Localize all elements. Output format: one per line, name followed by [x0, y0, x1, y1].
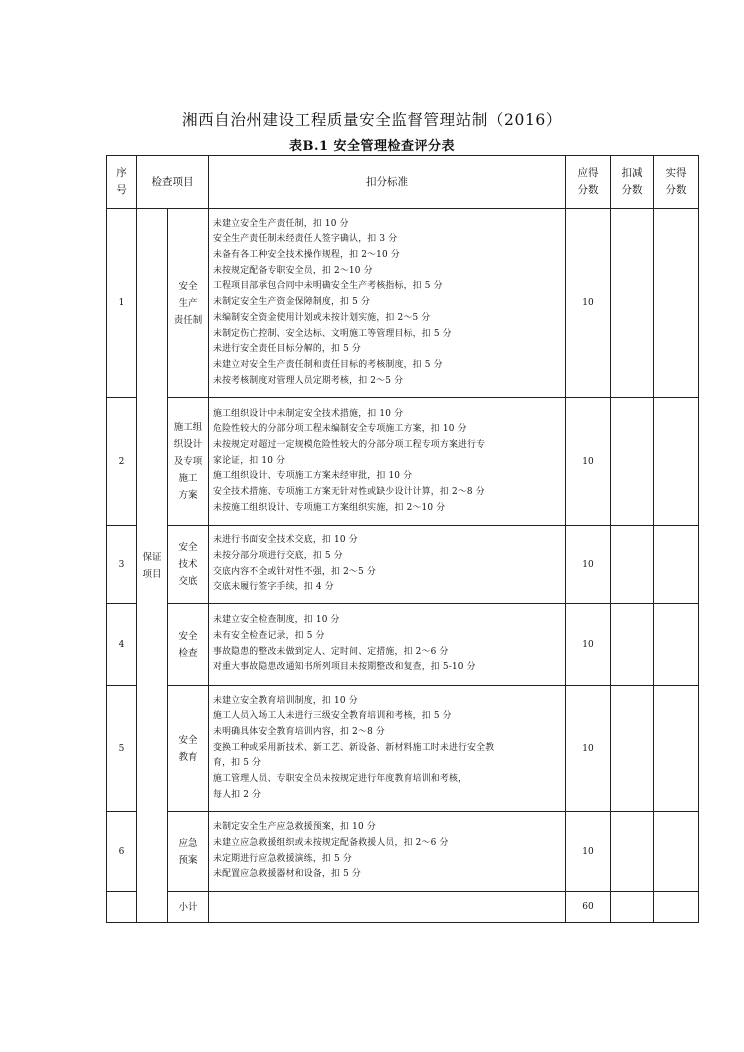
- check-item-name: 应急 预案: [168, 812, 209, 892]
- due-score: 10: [566, 686, 611, 812]
- table-row: [107, 604, 699, 686]
- row-number: 5: [107, 686, 137, 812]
- document-header-title: 湘西自治州建设工程质量安全监督管理站制（2016）: [182, 111, 562, 129]
- table-row: [107, 526, 699, 604]
- rule-line: 未建立安全教育培训制度，扣 10 分: [213, 695, 358, 706]
- due-score: 10: [566, 812, 611, 892]
- rule-line: 未进行书面安全技术交底，扣 10 分: [213, 535, 358, 546]
- rule-line: 未定期进行应急救援演练，扣 5 分: [213, 853, 352, 864]
- deduct-score-cell[interactable]: [611, 604, 654, 686]
- header-due-score: 应得 分数: [566, 156, 611, 209]
- rule-line: 育，扣 5 分: [213, 758, 262, 769]
- table-title: 表B.1 安全管理检查评分表: [288, 139, 456, 154]
- subtotal-rules-cell: [209, 892, 566, 923]
- check-item-name: 安全 技术 交底: [168, 526, 209, 604]
- rule-line: 安全生产责任制未经责任人签字确认，扣 3 分: [213, 234, 398, 245]
- rule-line: 未建立安全生产责任制，扣 10 分: [213, 218, 349, 229]
- rule-line: 交底内容不全或针对性不强，扣 2～5 分: [213, 566, 376, 577]
- due-score: 10: [566, 526, 611, 604]
- rule-line: 事故隐患的整改未做到定人、定时间、定措施，扣 2～6 分: [213, 646, 449, 657]
- table-row: [107, 686, 699, 812]
- due-score: 10: [566, 604, 611, 686]
- header-rules: 扣分标准: [209, 156, 566, 209]
- subtotal-due-score: 60: [566, 892, 611, 923]
- header-item: 检查项目: [137, 156, 209, 209]
- check-item-name: 安全 教育: [168, 686, 209, 812]
- actual-score-cell[interactable]: [654, 209, 699, 398]
- rule-line: 每人扣 2 分: [213, 789, 262, 800]
- rule-line: 未按考核制度对管理人员定期考核，扣 2～5 分: [213, 375, 404, 386]
- subtotal-label: 小计: [168, 892, 209, 923]
- rule-line: 施工组织设计中未制定安全技术措施，扣 10 分: [213, 408, 404, 419]
- rule-line: 未制定安全生产应急救援预案，扣 10 分: [213, 822, 376, 833]
- header-deduct-score: 扣减 分数: [611, 156, 654, 209]
- rule-line: 未制定安全生产资金保障制度，扣 5 分: [213, 297, 371, 308]
- rule-line: 未明确具体安全教育培训内容，扣 2～8 分: [213, 726, 386, 737]
- deduct-score-cell[interactable]: [611, 398, 654, 526]
- rule-line: 安全技术措施、专项施工方案无针对性或缺少设计计算，扣 2～8 分: [213, 487, 485, 498]
- rule-line: 未按分部分项进行交底，扣 5 分: [213, 550, 343, 561]
- rule-line: 变换工种或采用新技术、新工艺、新设备、新材料施工时未进行安全教: [213, 742, 495, 753]
- rule-line: 施工组织设计、专项施工方案未经审批，扣 10 分: [213, 471, 413, 482]
- actual-score-cell[interactable]: [654, 812, 699, 892]
- rule-line: 未建立应急救援组织或未按规定配备救援人员，扣 2～6 分: [213, 837, 449, 848]
- deduction-rules: [209, 526, 566, 604]
- table-row: [107, 812, 699, 892]
- group-label-guarantee-items: 保证 项目: [137, 209, 168, 923]
- deduction-rules: [209, 604, 566, 686]
- due-score: 10: [566, 209, 611, 398]
- rule-line: 未建立对安全生产责任制和责任目标的考核制度，扣 5 分: [213, 359, 443, 370]
- subtotal-actual-cell[interactable]: [654, 892, 699, 923]
- safety-management-score-table: [106, 155, 699, 923]
- rule-line: 未建立安全检查制度，扣 10 分: [213, 615, 340, 626]
- header-seq: 序 号: [107, 156, 137, 209]
- table-row: [107, 209, 699, 398]
- deduct-score-cell[interactable]: [611, 812, 654, 892]
- deduction-rules: [209, 812, 566, 892]
- actual-score-cell[interactable]: [654, 398, 699, 526]
- rule-line: 未有安全检查记录，扣 5 分: [213, 630, 325, 641]
- table-row: [107, 398, 699, 526]
- due-score: 10: [566, 398, 611, 526]
- rule-line: 交底未履行签字手续，扣 4 分: [213, 582, 334, 593]
- subtotal-row: [107, 892, 699, 923]
- actual-score-cell[interactable]: [654, 604, 699, 686]
- deduction-rules: [209, 686, 566, 812]
- actual-score-cell[interactable]: [654, 526, 699, 604]
- table-header-row: [107, 156, 699, 209]
- rule-line: 未按规定配备专职安全员，扣 2～10 分: [213, 265, 373, 276]
- deduction-rules: [209, 398, 566, 526]
- rule-line: 未进行安全责任目标分解的，扣 5 分: [213, 344, 362, 355]
- rule-line: 未编制安全资金使用计划或未按计划实施，扣 2～5 分: [213, 312, 431, 323]
- row-number: 6: [107, 812, 137, 892]
- deduction-rules: [209, 209, 566, 398]
- rule-line: 危险性较大的分部分项工程未编制安全专项施工方案，扣 10 分: [213, 424, 467, 435]
- check-item-name: 安全 检查: [168, 604, 209, 686]
- rule-line: 对重大事故隐患改通知书所列项目未按期整改和复查，扣 5-10 分: [213, 662, 476, 673]
- header-actual-score: 实得 分数: [654, 156, 699, 209]
- rule-line: 工程项目部承包合同中未明确安全生产考核指标，扣 5 分: [213, 281, 443, 292]
- subtotal-deduct-cell[interactable]: [611, 892, 654, 923]
- deduct-score-cell[interactable]: [611, 209, 654, 398]
- subtotal-number-cell: [107, 892, 137, 923]
- row-number: 1: [107, 209, 137, 398]
- rule-line: 未配置应急救援器材和设备，扣 5 分: [213, 869, 362, 880]
- row-number: 3: [107, 526, 137, 604]
- deduct-score-cell[interactable]: [611, 686, 654, 812]
- rule-line: 未按规定对超过一定规模危险性较大的分部分项工程专项方案进行专: [213, 439, 486, 450]
- check-item-name: 施工组 织设计 及专项 施工 方案: [168, 398, 209, 526]
- row-number: 2: [107, 398, 137, 526]
- rule-line: 家论证，扣 10 分: [213, 455, 286, 466]
- check-item-name: 安全 生产 责任制: [168, 209, 209, 398]
- deduct-score-cell[interactable]: [611, 526, 654, 604]
- rule-line: 施工管理人员、专职安全员未按规定进行年度教育培训和考核，: [213, 774, 468, 785]
- rule-line: 施工人员入场工人未进行三级安全教育培训和考核，扣 5 分: [213, 711, 452, 722]
- rule-line: 未制定伤亡控制、安全达标、文明施工等管理目标，扣 5 分: [213, 328, 452, 339]
- row-number: 4: [107, 604, 137, 686]
- rule-line: 未按施工组织设计、专项施工方案组织实施，扣 2～10 分: [213, 502, 446, 513]
- rule-line: 未备有各工种安全技术操作规程，扣 2～10 分: [213, 250, 400, 261]
- actual-score-cell[interactable]: [654, 686, 699, 812]
